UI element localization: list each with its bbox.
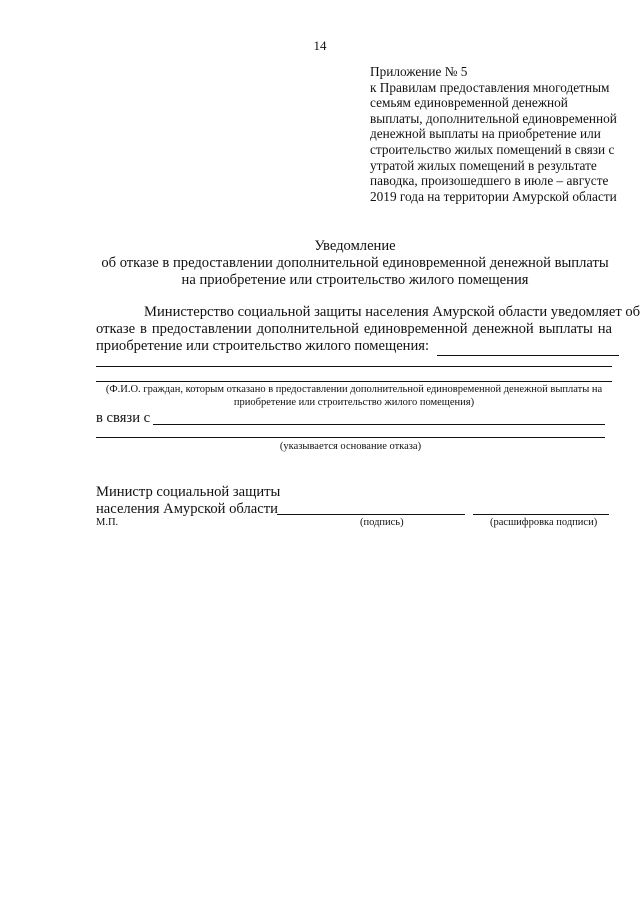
body-line: отказе в предоставлении дополнительной единовременной денежной выплаты на xyxy=(96,321,612,337)
appendix-line: семьям единовременной денежной xyxy=(370,95,568,111)
fio-caption xyxy=(92,383,616,409)
appendix-line: выплаты, дополнительной единовременной xyxy=(370,110,617,126)
page-number: 14 xyxy=(313,38,327,53)
recipient-name-field[interactable] xyxy=(437,338,619,356)
caption-line: приобретение или строительство жилого помещения) xyxy=(233,397,475,408)
document-title xyxy=(60,238,640,289)
appendix-line: денежной выплаты на приобретение или xyxy=(370,126,601,142)
body-line-text: приобретение или строительство жилого помещения: xyxy=(96,338,430,354)
signature-line[interactable] xyxy=(277,514,465,515)
body-line-with-field xyxy=(96,338,612,356)
signature-decode-caption: (расшифровка подписи) xyxy=(490,517,598,528)
reason-label: в связи с xyxy=(96,410,151,426)
stamp-label: М.П. xyxy=(96,517,119,528)
signer-position: населения Амурской области xyxy=(96,501,278,517)
signature-block xyxy=(96,484,280,518)
reason-field[interactable] xyxy=(153,424,605,425)
reason-field-continuation[interactable] xyxy=(96,437,605,438)
recipient-name-line[interactable] xyxy=(96,366,612,367)
signature-decode-line[interactable] xyxy=(473,514,609,515)
signer-position: Министр социальной защиты xyxy=(96,484,281,500)
appendix-line: к Правилам предоставления многодетным xyxy=(370,79,610,95)
title-heading: Уведомление xyxy=(314,238,396,254)
title-line: об отказе в предоставлении дополнительной единовременной денежной выплаты xyxy=(101,255,609,271)
appendix-line: утратой жилых помещений в результате xyxy=(370,157,597,173)
caption-line: (Ф.И.О. граждан, которым отказано в предоставлении дополнительной единовременной денежной выплаты на xyxy=(105,384,603,395)
recipient-name-line[interactable] xyxy=(96,381,612,382)
appendix-block xyxy=(370,64,620,204)
title-line: на приобретение или строительство жилого помещения xyxy=(181,272,529,288)
signature-caption: (подпись) xyxy=(360,517,404,528)
reason-row xyxy=(96,410,150,427)
appendix-line: паводка, произошедшего в июле – августе xyxy=(370,173,609,189)
body-line: Министерство социальной защиты населения Амурской области уведомляет об xyxy=(144,304,640,320)
appendix-line: 2019 года на территории Амурской области xyxy=(370,188,617,204)
appendix-line: Приложение № 5 xyxy=(370,64,468,79)
appendix-line: строительство жилых помещений в связи с xyxy=(370,141,615,157)
reason-caption: (указывается основание отказа) xyxy=(279,441,422,452)
notice-body xyxy=(96,304,640,356)
